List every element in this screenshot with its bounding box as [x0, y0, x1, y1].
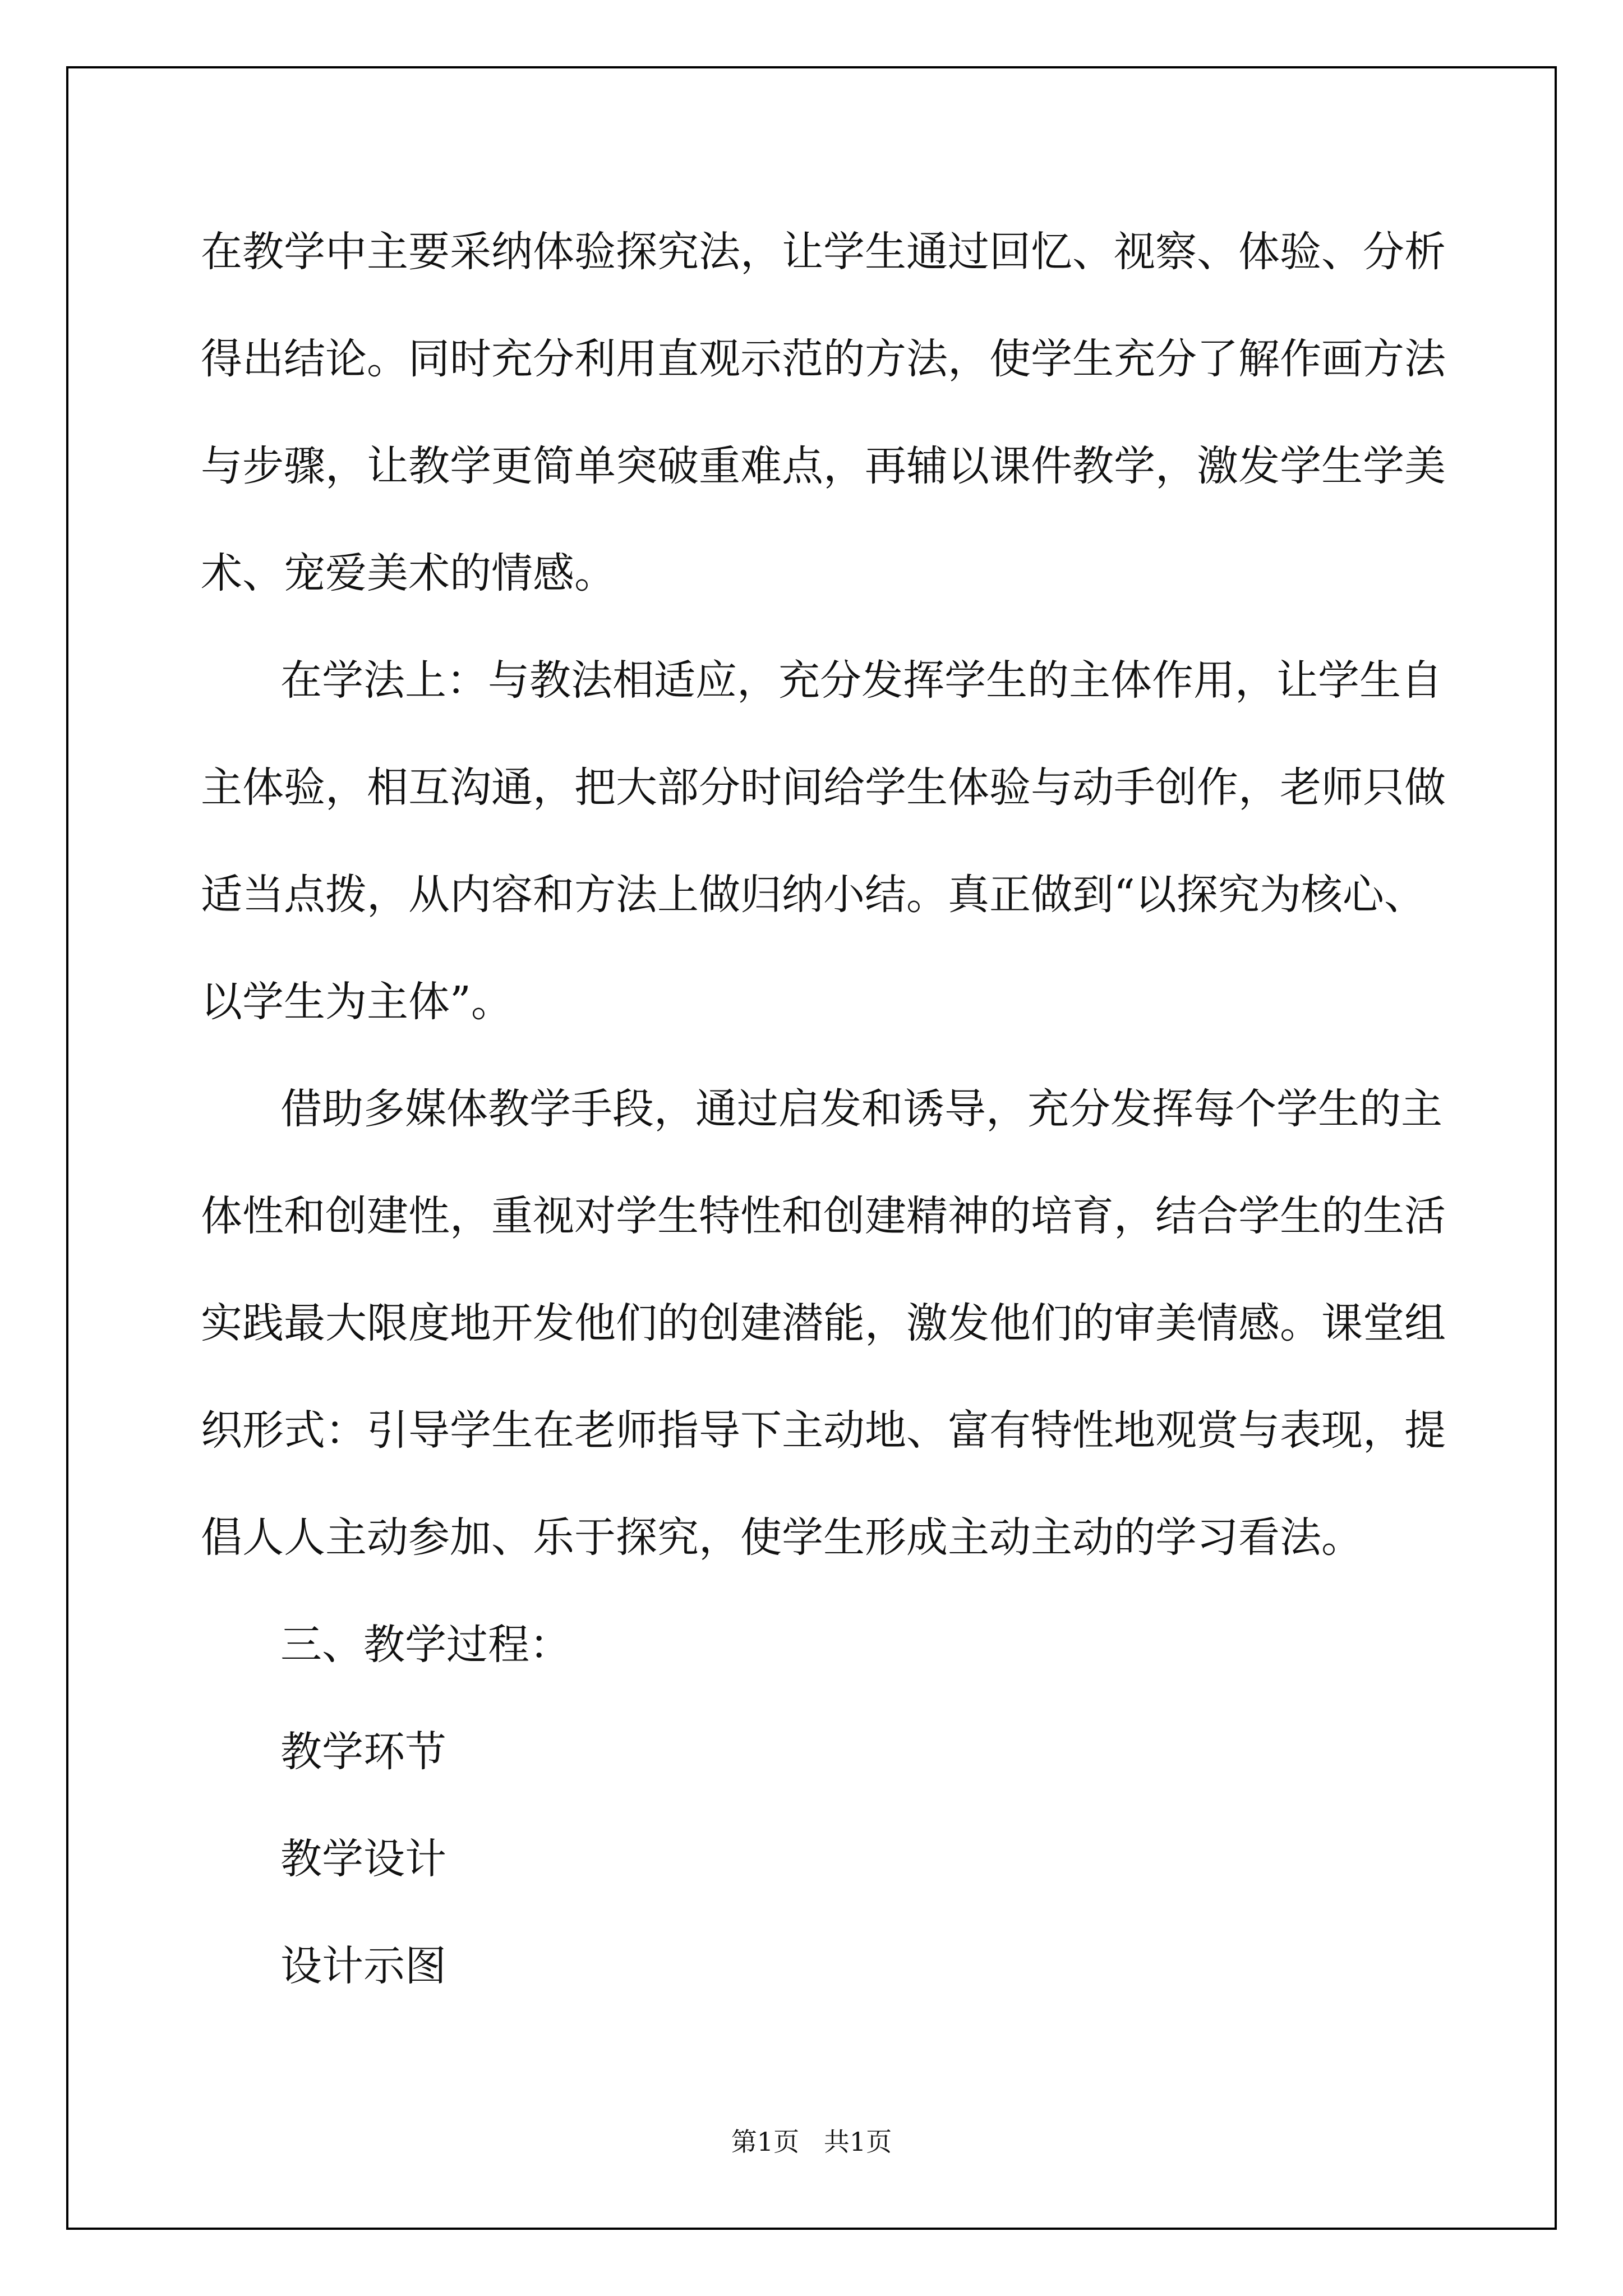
section-item: 教学设计: [280, 1835, 446, 1883]
page-border: [66, 66, 1557, 2230]
section-heading: 三、教学过程：: [280, 1621, 571, 1669]
body-text-line: 与步骤，让教学更简单突破重难点，再辅以课件教学，激发学生学美: [201, 442, 1446, 490]
body-text-line: 实践最大限度地开发他们的创建潜能，激发他们的审美情感。课堂组: [201, 1299, 1446, 1347]
body-text-line: 在学法上：与教法相适应，充分发挥学生的主体作用，让学生自: [280, 656, 1442, 705]
body-text-line: 适当点拨，从内容和方法上做归纳小结。真正做到“以探究为核心、: [201, 871, 1426, 919]
body-text-line: 织形式：引导学生在老师指导下主动地、富有特性地观赏与表现，提: [201, 1406, 1446, 1455]
body-text-line: 得出结论。同时充分利用直观示范的方法，使学生充分了解作画方法: [201, 335, 1446, 383]
body-text-line: 借助多媒体教学手段，通过启发和诱导，充分发挥每个学生的主: [280, 1085, 1442, 1133]
body-text-line: 体性和创建性，重视对学生特性和创建精神的培育，结合学生的生活: [201, 1192, 1446, 1240]
body-text-line: 术、宠爱美术的情感。: [201, 549, 616, 597]
body-text-line: 倡人人主动参加、乐于探究，使学生形成主动主动的学习看法。: [201, 1513, 1363, 1562]
section-item: 教学环节: [280, 1728, 446, 1776]
page-number-footer: 第1页 共1页: [731, 2127, 892, 2157]
body-text-line: 在教学中主要采纳体验探究法，让学生通过回忆、视察、体验、分析: [201, 228, 1446, 276]
body-text-line: 主体验，相互沟通，把大部分时间给学生体验与动手创作，老师只做: [201, 763, 1446, 812]
body-text-line: 以学生为主体”。: [201, 978, 513, 1026]
section-item: 设计示图: [280, 1942, 446, 1990]
